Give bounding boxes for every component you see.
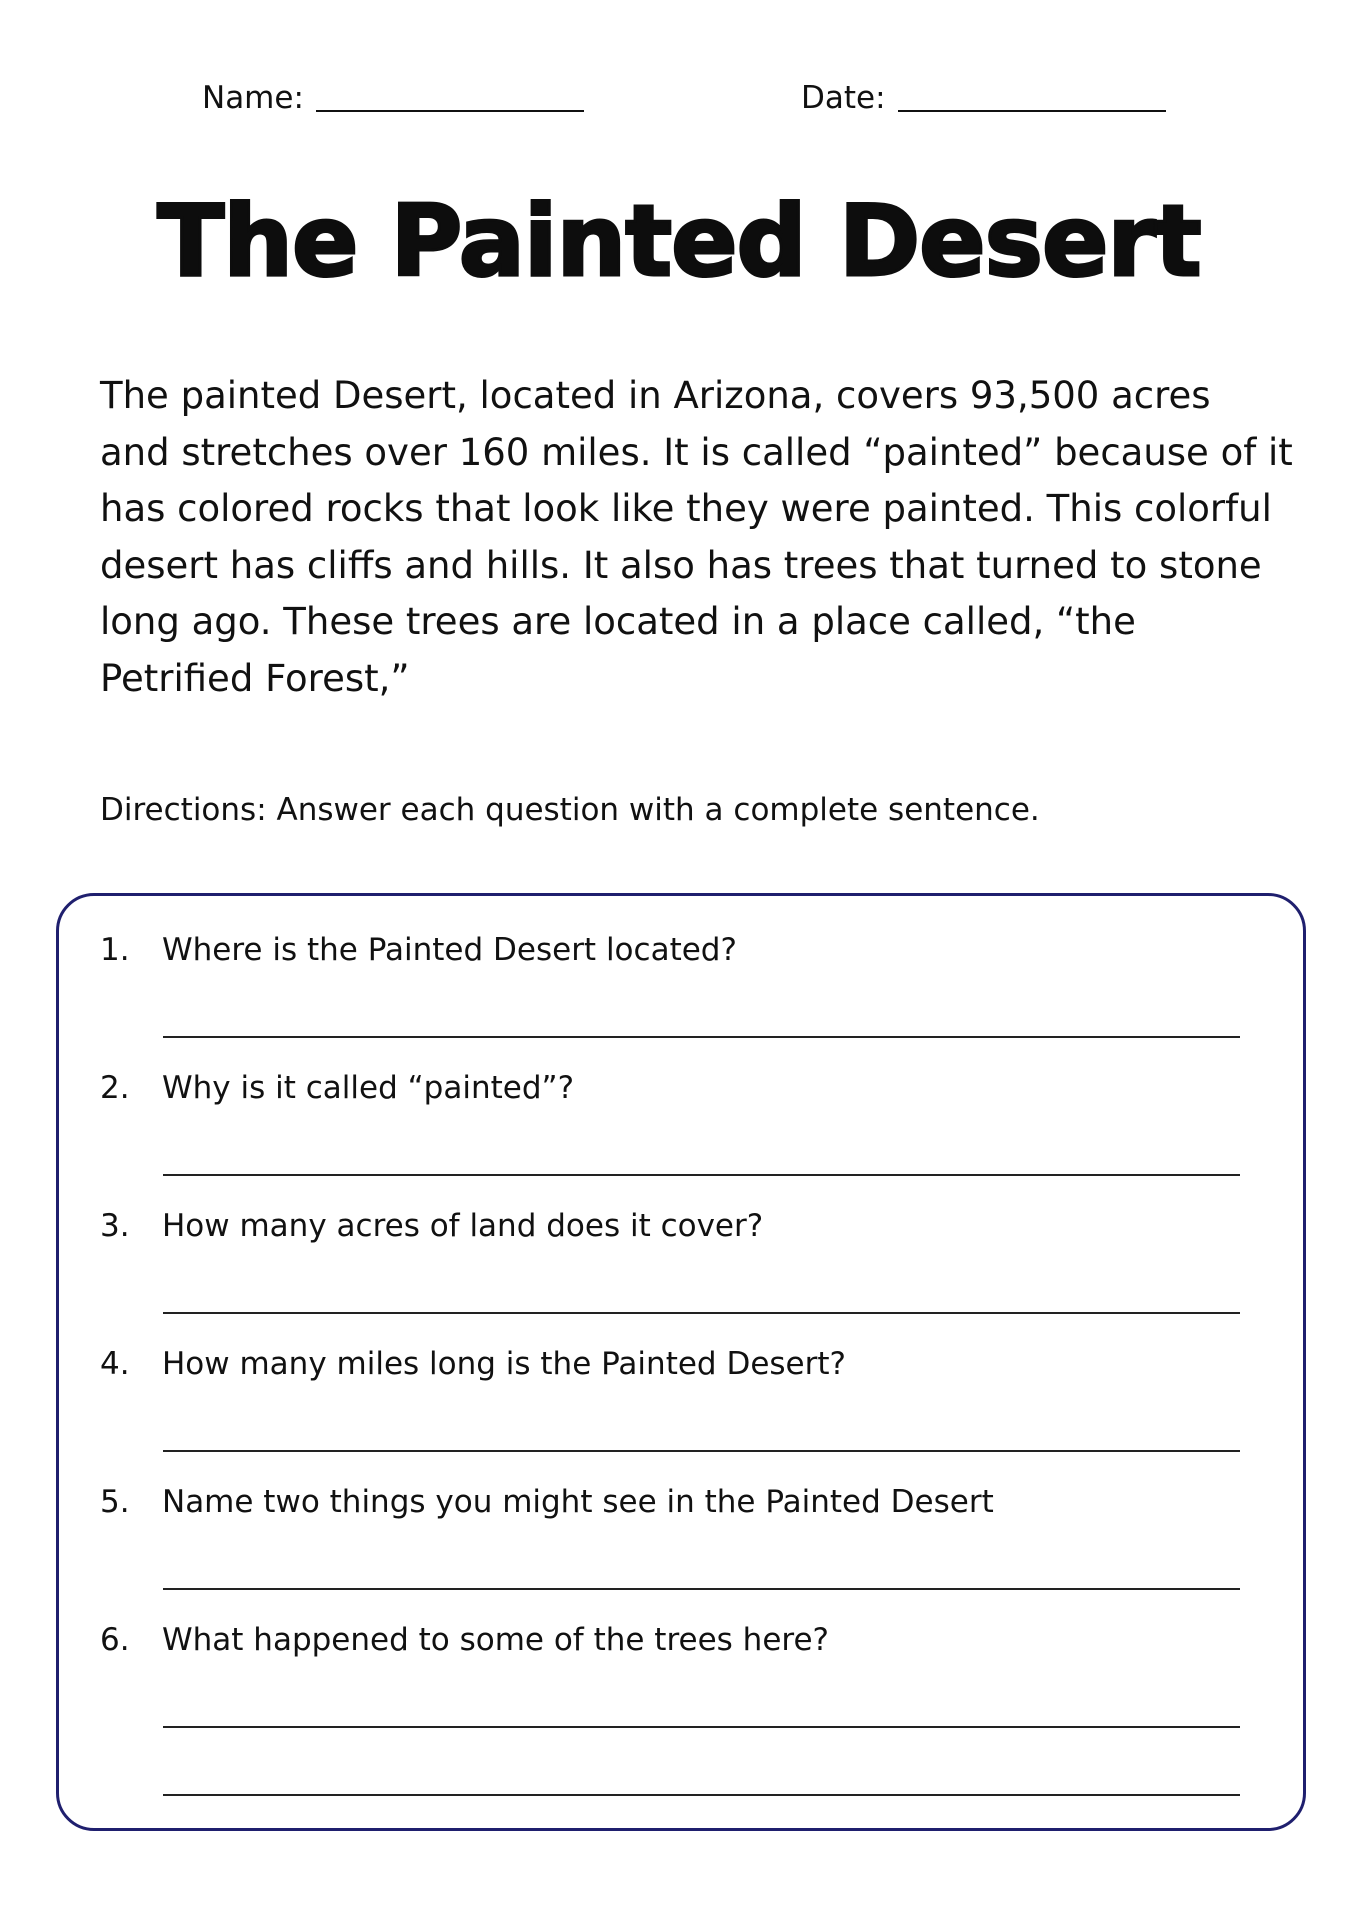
question-2 (100, 1068, 574, 1108)
question-text: Name two things you might see in the Painted Desert (162, 1484, 994, 1520)
name-label: Name: (202, 80, 304, 116)
reading-passage (100, 368, 1293, 707)
question-1 (100, 930, 737, 970)
question-number: 2. (100, 1070, 130, 1106)
question-number: 1. (100, 932, 130, 968)
date-field[interactable] (801, 78, 1166, 118)
answer-line[interactable] (163, 1036, 1240, 1038)
name-blank[interactable] (316, 80, 584, 112)
name-field[interactable] (202, 78, 584, 118)
question-3 (100, 1206, 763, 1246)
date-blank[interactable] (898, 80, 1166, 112)
question-number: 3. (100, 1208, 130, 1244)
question-text: How many acres of land does it cover? (162, 1208, 764, 1244)
question-text: Why is it called “painted”? (162, 1070, 575, 1106)
question-text: How many miles long is the Painted Desert? (162, 1346, 846, 1382)
answer-line[interactable] (163, 1794, 1240, 1796)
answer-line[interactable] (163, 1312, 1240, 1314)
question-number: 6. (100, 1622, 130, 1658)
passage-line: The painted Desert, located in Arizona, covers 93,500 acres (100, 374, 1211, 417)
directions: Directions: Answer each question with a complete sentence. (100, 792, 1040, 828)
question-text: Where is the Painted Desert located? (162, 932, 737, 968)
page-title: The Painted Desert (157, 185, 1201, 299)
passage-line: Petrified Forest,” (100, 656, 410, 700)
question-text: What happened to some of the trees here? (162, 1622, 829, 1658)
answer-line[interactable] (163, 1450, 1240, 1452)
question-number: 5. (100, 1484, 130, 1520)
passage-line: desert has cliffs and hills. It also has trees that turned to stone (100, 543, 1262, 587)
answer-line[interactable] (163, 1726, 1240, 1728)
answer-line[interactable] (163, 1174, 1240, 1176)
question-number: 4. (100, 1346, 130, 1382)
date-label: Date: (801, 80, 886, 116)
question-6 (100, 1620, 829, 1660)
passage-line: and stretches over 160 miles. It is called “painted” because of it (100, 430, 1293, 474)
passage-line: has colored rocks that look like they were painted. This colorful (100, 487, 1272, 530)
question-4 (100, 1344, 846, 1384)
passage-line: long ago. These trees are located in a place called, “the (100, 600, 1136, 643)
question-5 (100, 1482, 994, 1522)
answer-line[interactable] (163, 1588, 1240, 1590)
